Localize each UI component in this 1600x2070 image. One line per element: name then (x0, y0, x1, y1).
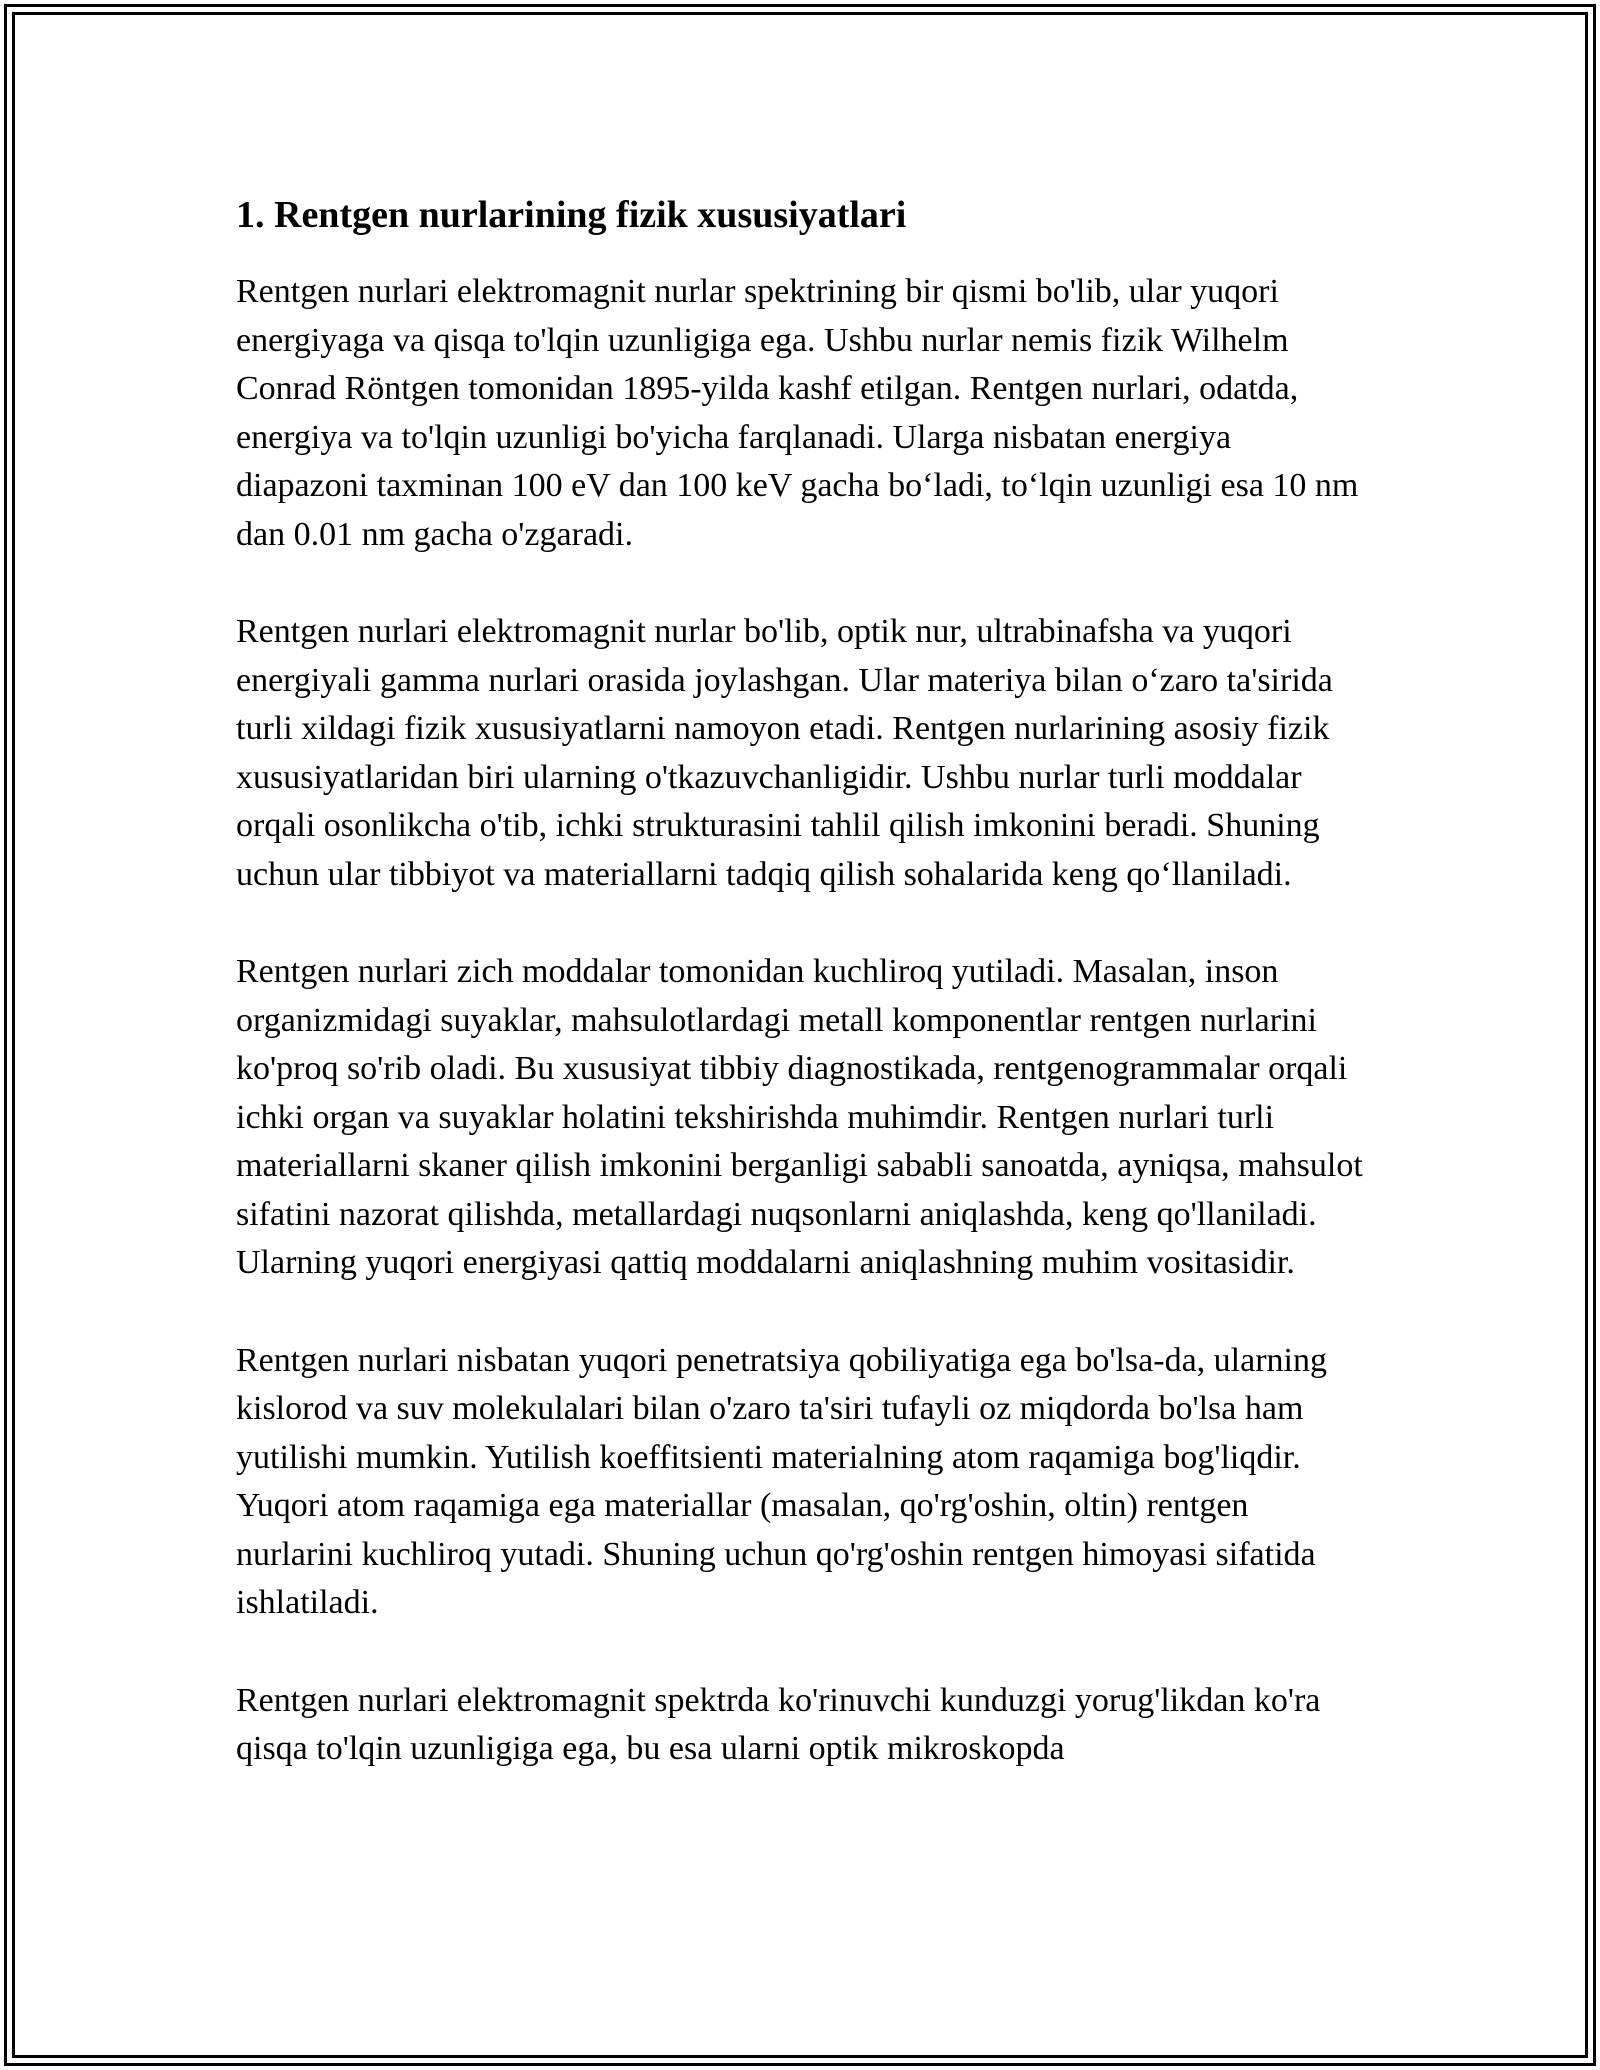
section-heading: 1. Rentgen nurlarining fizik xususiyatlari (236, 194, 907, 236)
paragraph-4: Rentgen nurlari nisbatan yuqori penetratsiya qobiliyatiga ega bo'lsa-da, ularning kislorod va suv molekulalari bilan o'zaro ta'siri tufayli oz miqdorda bo'lsa ham yutilishi mumkin. Yutilish koeffitsienti materialning atom raqamiga bog'liqdir. Yuqori atom raqamiga ega materiallar (masalan, qo'rg'oshin, oltin) rentgen nurlarini kuchliroq yutadi. Shuning uchun qo'rg'oshin rentgen himoyasi sifatida ishlatiladi. (236, 1341, 1327, 1621)
paragraph-1: Rentgen nurlari elektromagnit nurlar spektrining bir qismi bo'lib, ular yuqori energiyaga va qisqa to'lqin uzunligiga ega. Ushbu nurlar nemis fizik Wilhelm Conrad Röntgen tomonidan 1895-yilda kashf etilgan. Rentgen nurlari, odatda, energiya va to'lqin uzunligi bo'yicha farqlanadi. Ularga nisbatan energiya diapazoni taxminan 100 eV dan 100 keV gacha bo‘ladi, to‘lqin uzunligi esa 10 nm dan 0.01 nm gacha o'zgaradi. (236, 273, 1359, 553)
paragraph-5: Rentgen nurlari elektromagnit spektrda ko'rinuvchi kunduzgi yorug'likdan ko'ra qisqa to'lqin uzunligiga ega, bu esa ularni optik mikroskopda (236, 1681, 1321, 1767)
paragraph-2: Rentgen nurlari elektromagnit nurlar bo'lib, optik nur, ultrabinafsha va yuqori energiyali gamma nurlari orasida joylashgan. Ular materiya bilan o‘zaro ta'sirida turli xildagi fizik xususiyatlarni namoyon etadi. Rentgen nurlarining asosiy fizik xususiyatlaridan biri ularning o'tkazuvchanligidir. Ushbu nurlar turli moddalar orqali osonlikcha o'tib, ichki strukturasini tahlil qilish imkonini beradi. Shuning uchun ular tibbiyot va materiallarni tadqiq qilish sohalarida keng qo‘llaniladi. (236, 613, 1333, 893)
paragraph-3: Rentgen nurlari zich moddalar tomonidan kuchliroq yutiladi. Masalan, inson organizmidagi suyaklar, mahsulotlardagi metall komponentlar rentgen nurlarini ko'proq so'rib oladi. Bu xususiyat tibbiy diagnostikada, rentgenogrammalar orqali ichki organ va suyaklar holatini tekshirishda muhimdir. Rentgen nurlari turli materiallarni skaner qilish imkonini berganligi sababli sanoatda, ayniqsa, mahsulot sifatini nazorat qilishda, metallardagi nuqsonlarni aniqlashda, keng qo'llaniladi. Ularning yuqori energiyasi qattiq moddalarni aniqlashning muhim vositasidir. (236, 953, 1363, 1281)
document-body (236, 188, 1366, 1823)
